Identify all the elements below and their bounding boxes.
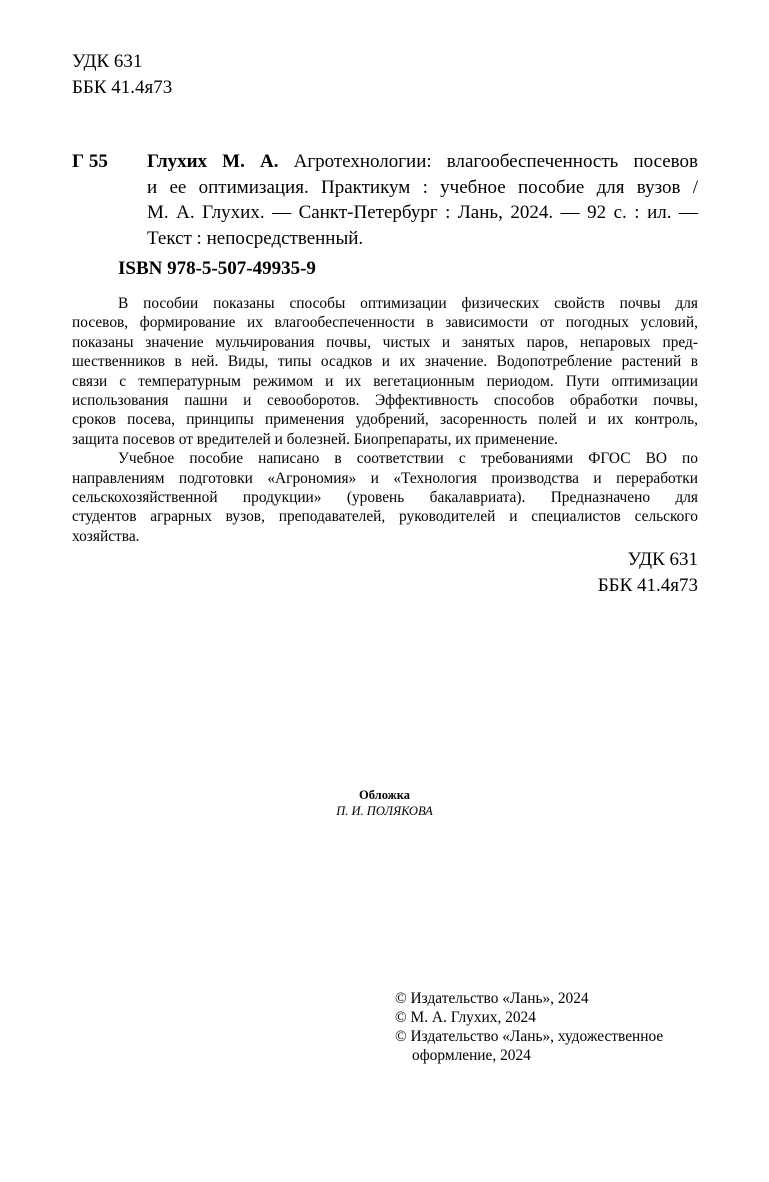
author-mark: Г 55 [72,151,108,172]
entry-line: и ее оптимизация. Практикум : учебное пособие для вузов / [147,176,698,198]
copyright-line: оформление, 2024 [412,1047,531,1064]
copyright-line: © Издательство «Лань», 2024 [395,990,589,1007]
abstract-line: сельскохозяйственной продукции» (уровень бакалавриата). Предназначено для [72,489,698,507]
abstract-line: шественников в ней. Виды, типы осадков и их значение. Водопотребление растений в [72,353,698,371]
bbk-code-footer: ББК 41.4я73 [597,575,698,596]
udk-code: УДК 631 [72,51,143,72]
entry-line: Текст : непосредственный. [147,227,364,249]
abstract-line: связи с температурным режимом и их вегетационным периодом. Пути оптимизации [72,372,698,390]
cover-designer: П. И. ПОЛЯКОВА [336,804,433,818]
author-name: Глухих М. А. [147,151,279,172]
bbk-code: ББК 41.4я73 [72,77,173,98]
entry-line [147,149,698,175]
copyright-block [395,989,663,1065]
abstract-line: Учебное пособие написано в соответствии с требованиями ФГОС ВО по [118,450,698,468]
isbn: ISBN 978-5-507-49935-9 [118,258,316,279]
copyright-line: © Издательство «Лань», художественное [395,1028,664,1045]
abstract-line: направлениям подготовки «Агрономия» и «Технология производства и переработки [72,469,698,487]
bibliographic-entry [147,149,698,251]
abstract-line: защита посевов от вредителей и болезней. Биопрепараты, их применение. [72,430,559,448]
abstract-line: хозяйства. [72,527,140,545]
entry-title-text: Агротехнологии: влагообеспеченность посевов [278,151,698,172]
udk-code-footer: УДК 631 [627,549,698,570]
entry-line: М. А. Глухих. — Санкт-Петербург : Лань, 2024. — 92 с. : ил. — [147,202,698,223]
cover-label: Обложка [359,788,410,802]
abstract-line: посевов, формирование их влагообеспеченности в зависимости от погодных условий, [72,314,698,332]
copyright-line: © М. А. Глухих, 2024 [395,1009,536,1026]
abstract-line: использования пашни и севооборотов. Эффективность способов обработки почвы, [72,392,698,410]
abstract-line: студентов аграрных вузов, преподавателей, руководителей и специалистов сельского [72,508,698,526]
abstract-line: сроков посева, принципы применения удобрений, засоренность полей и их контроль, [72,411,698,429]
abstract-line: В пособии показаны способы оптимизации физических свойств почвы для [118,295,698,312]
abstract [72,294,698,546]
abstract-line: показаны значение мульчирования почвы, чистых и занятых паров, непаровых пред- [72,333,698,351]
